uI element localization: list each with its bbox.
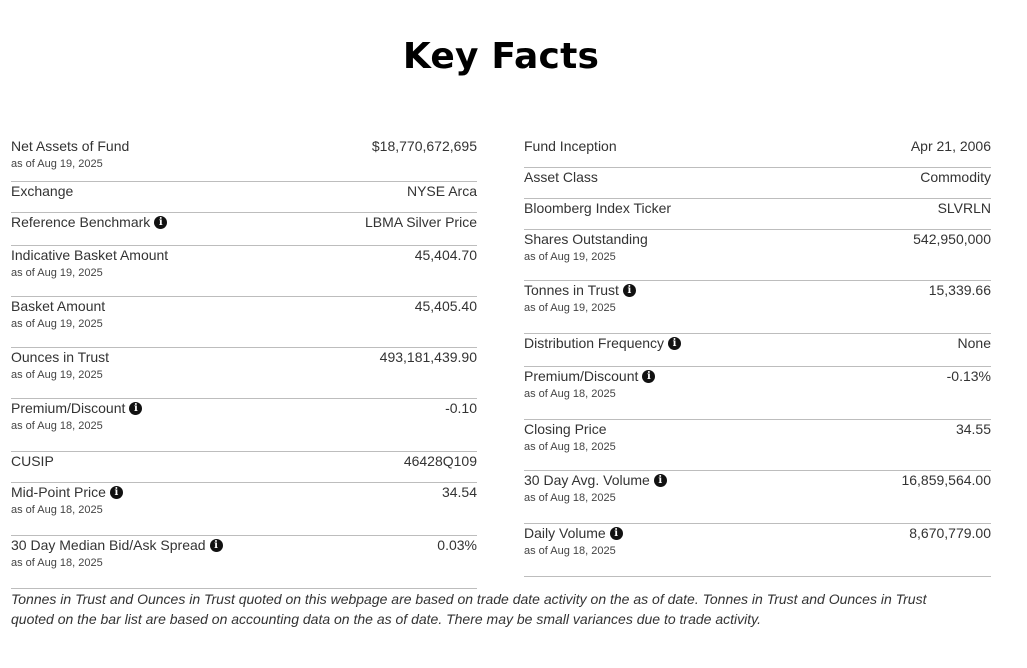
fact-value: 8,670,779.00: [909, 525, 991, 541]
fact-label-group: [11, 453, 54, 470]
as-of-date: as of Aug 18, 2025: [11, 504, 103, 516]
fact-row: [11, 137, 477, 182]
fact-value: NYSE Arca: [406, 183, 477, 199]
fact-value: SLVRLN: [937, 200, 991, 216]
fact-label: [11, 298, 105, 315]
fact-label: [524, 282, 636, 299]
fact-label-group: [11, 484, 123, 517]
fact-label-text: Premium/Discount: [11, 400, 126, 416]
fact-label-group: [524, 368, 655, 401]
fact-label-text: Shares Outstanding: [524, 231, 648, 247]
fact-label: [11, 247, 168, 264]
page-title: Key Facts: [402, 36, 600, 77]
as-of-date: as of Aug 18, 2025: [524, 492, 616, 504]
info-icon[interactable]: i: [623, 284, 636, 297]
as-of-date: as of Aug 19, 2025: [524, 302, 616, 314]
fact-label-group: [524, 200, 671, 217]
info-icon[interactable]: i: [110, 486, 123, 499]
info-icon[interactable]: i: [668, 337, 681, 350]
fact-label: [524, 472, 667, 489]
fact-label-group: [11, 298, 105, 331]
info-icon[interactable]: i: [642, 370, 655, 383]
fact-label: [11, 138, 129, 155]
fact-label-text: Tonnes in Trust: [524, 282, 619, 298]
key-facts-right-column: [524, 137, 991, 577]
fact-label-group: [11, 400, 142, 433]
fact-label-group: [524, 282, 636, 315]
fact-label-group: [524, 231, 648, 264]
fact-row: [11, 246, 477, 297]
fact-value: 34.55: [955, 421, 991, 437]
fact-value: None: [957, 335, 991, 351]
fact-label-text: Reference Benchmark: [11, 214, 151, 230]
as-of-date: as of Aug 18, 2025: [524, 441, 616, 453]
fact-label-group: [524, 421, 616, 454]
info-icon[interactable]: i: [654, 474, 667, 487]
fact-row: [524, 137, 991, 168]
fact-row: [524, 524, 991, 577]
fact-label-text: Net Assets of Fund: [11, 138, 130, 154]
fact-label-group: [524, 472, 667, 505]
fact-row: [524, 230, 991, 281]
footnote: Tonnes in Trust and Ounces in Trust quoted on this webpage are based on trade date activity on the as of date. Tonnes in Trust and Ounces in Trust quoted on the bar list are based on accounting data on the as of date. There may be small variances due to trade activity.: [11, 591, 927, 627]
fact-label-text: Asset Class: [524, 169, 598, 185]
fact-label-group: [11, 247, 168, 280]
fact-row: [11, 536, 477, 589]
fact-label-text: Bloomberg Index Ticker: [524, 200, 672, 216]
info-icon[interactable]: i: [129, 402, 142, 415]
info-icon[interactable]: i: [154, 216, 167, 229]
fact-label-text: CUSIP: [11, 453, 54, 469]
fact-value: LBMA Silver Price: [364, 214, 477, 230]
fact-row: [11, 297, 477, 348]
fact-label: [524, 525, 623, 542]
fact-label: [524, 138, 617, 155]
as-of-date: as of Aug 18, 2025: [524, 388, 616, 400]
key-facts-left-column: [11, 137, 477, 589]
fact-row: [524, 334, 991, 367]
fact-label: [524, 421, 616, 438]
fact-label-text: Ounces in Trust: [11, 349, 110, 365]
fact-value: Apr 21, 2006: [910, 138, 991, 154]
as-of-date: as of Aug 18, 2025: [11, 557, 103, 569]
fact-row: [11, 348, 477, 399]
fact-value: -0.10: [445, 400, 477, 416]
fact-row: [524, 471, 991, 524]
fact-row: [11, 213, 477, 246]
as-of-date: as of Aug 19, 2025: [11, 369, 103, 381]
fact-row: [11, 182, 477, 213]
as-of-date: as of Aug 18, 2025: [11, 420, 103, 432]
fact-label: [11, 484, 123, 501]
fact-label: [11, 214, 167, 231]
fact-value: 493,181,439.90: [379, 349, 477, 365]
fact-value: 542,950,000: [913, 231, 991, 247]
fact-row: [524, 199, 991, 230]
fact-value: 16,859,564.00: [901, 472, 991, 488]
fact-label-group: [11, 183, 73, 200]
fact-label-group: [524, 335, 681, 352]
fact-value: 15,339.66: [928, 282, 991, 298]
fact-label: [524, 335, 681, 352]
fact-row: [11, 483, 477, 536]
fact-label-text: Premium/Discount: [524, 368, 639, 384]
fact-value: 0.03%: [437, 537, 477, 553]
fact-label-text: Daily Volume: [524, 525, 606, 541]
fact-label-text: Closing Price: [524, 421, 607, 437]
fact-label: [11, 537, 223, 554]
fact-label-group: [11, 349, 109, 382]
as-of-date: as of Aug 19, 2025: [11, 267, 103, 279]
fact-label-group: [11, 214, 167, 231]
fact-label: [524, 368, 655, 385]
fact-label-text: Exchange: [11, 183, 74, 199]
fact-value: -0.13%: [946, 368, 991, 384]
fact-label-group: [11, 537, 223, 570]
fact-label-group: [524, 169, 598, 186]
fact-label: [524, 200, 671, 217]
fact-label-text: Mid-Point Price: [11, 484, 106, 500]
fact-label: [11, 183, 73, 200]
as-of-date: as of Aug 19, 2025: [11, 318, 103, 330]
fact-row: [524, 168, 991, 199]
fact-label: [11, 349, 109, 366]
fact-label-group: [11, 138, 129, 171]
as-of-date: as of Aug 18, 2025: [524, 545, 616, 557]
as-of-date: as of Aug 19, 2025: [11, 158, 103, 170]
fact-label: [11, 453, 54, 470]
fact-label: [524, 169, 598, 186]
fact-value: 45,404.70: [414, 247, 477, 263]
fact-value: 46428Q109: [403, 453, 477, 469]
fact-value: 34.54: [441, 484, 477, 500]
fact-label: [524, 231, 648, 248]
fact-row: [524, 367, 991, 420]
fact-label: [11, 400, 142, 417]
fact-value: 45,405.40: [414, 298, 477, 314]
fact-label-group: [524, 138, 617, 155]
fact-value: Commodity: [920, 169, 991, 185]
fact-label-group: [524, 525, 623, 558]
fact-label-text: Fund Inception: [524, 138, 617, 154]
fact-row: [11, 452, 477, 483]
fact-label-text: Indicative Basket Amount: [11, 247, 169, 263]
fact-label-text: Distribution Frequency: [524, 335, 665, 351]
as-of-date: as of Aug 19, 2025: [524, 251, 616, 263]
fact-label-text: 30 Day Median Bid/Ask Spread: [11, 537, 206, 553]
fact-row: [524, 281, 991, 334]
fact-row: [11, 399, 477, 452]
fact-label-text: 30 Day Avg. Volume: [524, 472, 650, 488]
info-icon[interactable]: i: [610, 527, 623, 540]
fact-value: $18,770,672,695: [371, 138, 477, 154]
fact-label-text: Basket Amount: [11, 298, 106, 314]
fact-row: [524, 420, 991, 471]
info-icon[interactable]: i: [210, 539, 223, 552]
